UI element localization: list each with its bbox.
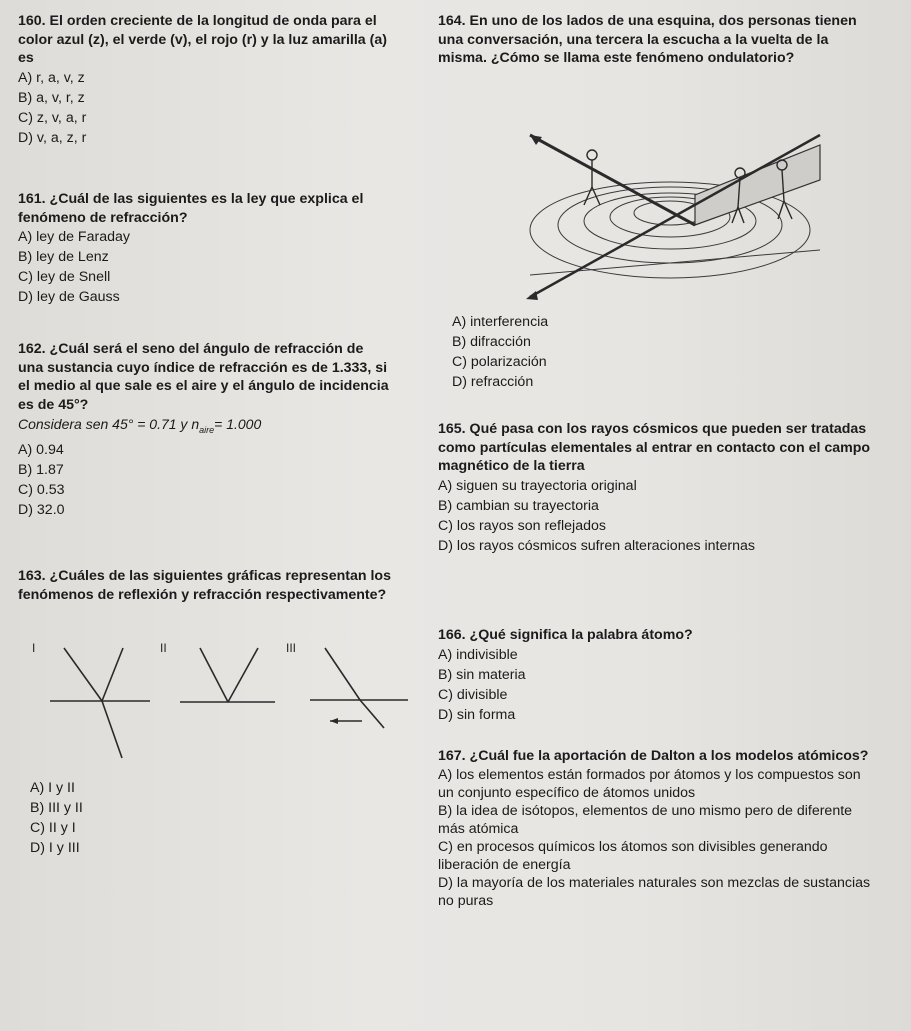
- question-163-text: 163. ¿Cuáles de las siguientes gráficas representan los fenómenos de reflexión y refracción respectivamente?: [18, 568, 391, 603]
- question-164-option-b[interactable]: B) difracción: [452, 334, 531, 350]
- fig-ii-incident-ray: [200, 648, 228, 702]
- fig-i-refracted-ray: [102, 701, 122, 758]
- question-167-text: 167. ¿Cuál fue la aportación de Dalton a los modelos atómicos?: [438, 748, 869, 764]
- question-166-option-a[interactable]: A) indivisible: [438, 646, 518, 663]
- question-164-illustration: [520, 125, 840, 310]
- question-163-option-d[interactable]: D) I y III: [30, 840, 80, 856]
- question-162-option-d[interactable]: D) 32.0: [18, 501, 65, 518]
- arrow-head-bottom: [526, 291, 538, 300]
- question-165-text: 165. Qué pasa con los rayos cósmicos que pueden ser tratadas como partículas elementales al entrar en contacto con el campo magnético de la tierra: [438, 421, 871, 474]
- speaker-leg: [738, 207, 744, 223]
- question-161-option-a[interactable]: A) ley de Faraday: [18, 229, 130, 245]
- fig-i-reflected-ray: [102, 648, 123, 701]
- question-167-option-a[interactable]: A) los elementos están formados por átomos y los compuestos son un conjunto específico de átomos unidos: [438, 766, 861, 801]
- question-165-option-c[interactable]: C) los rayos son reflejados: [438, 517, 606, 534]
- question-162-option-a[interactable]: A) 0.94: [18, 441, 64, 458]
- question-167-option-b[interactable]: B) la idea de isótopos, elementos de uno mismo pero de diferente más atómica: [438, 802, 853, 837]
- question-164-option-a[interactable]: A) interferencia: [452, 314, 549, 330]
- question-160-option-b[interactable]: B) a, v, r, z: [18, 89, 85, 106]
- question-165-option-d[interactable]: D) los rayos cósmicos sufren alteraciones internas: [438, 537, 755, 554]
- question-167-option-d[interactable]: D) la mayoría de los materiales naturales son mezclas de sustancias no puras: [438, 874, 871, 909]
- fig-label-iii: III: [286, 641, 297, 655]
- question-161-text: 161. ¿Cuál de las siguientes es la ley que explica el fenómeno de refracción?: [18, 191, 364, 226]
- question-160-option-a[interactable]: A) r, a, v, z: [18, 69, 85, 86]
- consider-subscript: aire: [199, 424, 215, 435]
- question-164-option-d[interactable]: D) refracción: [452, 374, 534, 390]
- question-166-option-c[interactable]: C) divisible: [438, 686, 508, 703]
- question-162-option-c[interactable]: C) 0.53: [18, 481, 65, 498]
- speaker2-leg: [778, 201, 784, 219]
- question-165: [438, 420, 888, 556]
- fig-i-incident-ray: [64, 648, 102, 701]
- consider-end: = 1.000: [214, 416, 262, 432]
- consider-text: Considera sen 45° = 0.71 y n: [18, 416, 200, 432]
- fig-label-ii: II: [160, 641, 167, 655]
- question-164: [438, 12, 878, 68]
- question-162-text: 162. ¿Cuál será el seno del ángulo de refracción de una sustancia cuyo índice de refracción es de 1.333, si el medio al que sale es el aire y el ángulo de incidencia es de 45°?: [18, 341, 389, 413]
- fig-iii-refracted-ray: [360, 700, 384, 728]
- question-163: [18, 567, 398, 604]
- question-162-consider: [18, 414, 390, 440]
- question-163-options: [30, 778, 180, 858]
- listener-head: [587, 150, 597, 160]
- question-163-option-c[interactable]: C) II y I: [30, 820, 76, 836]
- question-165-option-a[interactable]: A) siguen su trayectoria original: [438, 477, 637, 494]
- question-164-text: 164. En uno de los lados de una esquina, dos personas tienen una conversación, una tercera la escucha a la vuelta de la misma. ¿Cómo se llama este fenómeno ondulatorio?: [438, 13, 857, 66]
- question-166-option-d[interactable]: D) sin forma: [438, 706, 516, 723]
- question-166-text: 166. ¿Qué significa la palabra átomo?: [438, 627, 693, 643]
- question-161-option-d[interactable]: D) ley de Gauss: [18, 289, 120, 305]
- question-166-option-b[interactable]: B) sin materia: [438, 666, 526, 683]
- question-165-option-b[interactable]: B) cambian su trayectoria: [438, 497, 599, 514]
- fig-iii-arrowhead: [330, 718, 338, 724]
- question-163-figure: [20, 636, 420, 771]
- fig-iii-incident-ray: [325, 648, 360, 700]
- fig-label-i: I: [32, 641, 36, 655]
- question-160-option-c[interactable]: C) z, v, a, r: [18, 109, 87, 126]
- listener-leg: [584, 187, 592, 205]
- question-160-text: 160. El orden creciente de la longitud de onda para el color azul (z), el verde (v), el rojo (r) y la luz amarilla (a) es: [18, 13, 387, 66]
- fig-ii-reflected-ray: [228, 648, 258, 702]
- question-167: [438, 747, 878, 910]
- question-164-options: [452, 312, 712, 392]
- question-161-option-b[interactable]: B) ley de Lenz: [18, 249, 109, 265]
- question-161: [18, 190, 393, 307]
- question-161-option-c[interactable]: C) ley de Snell: [18, 269, 111, 285]
- question-163-option-a[interactable]: A) I y II: [30, 780, 75, 796]
- question-163-option-b[interactable]: B) III y II: [30, 800, 83, 816]
- question-164-option-c[interactable]: C) polarización: [452, 354, 547, 370]
- question-160-option-d[interactable]: D) v, a, z, r: [18, 129, 87, 146]
- wall-line: [530, 250, 820, 275]
- question-162: [18, 340, 390, 520]
- question-162-option-b[interactable]: B) 1.87: [18, 461, 64, 478]
- question-167-option-c[interactable]: C) en procesos químicos los átomos son divisibles generando liberación de energía: [438, 838, 828, 873]
- question-160: [18, 12, 393, 148]
- question-166: [438, 626, 878, 725]
